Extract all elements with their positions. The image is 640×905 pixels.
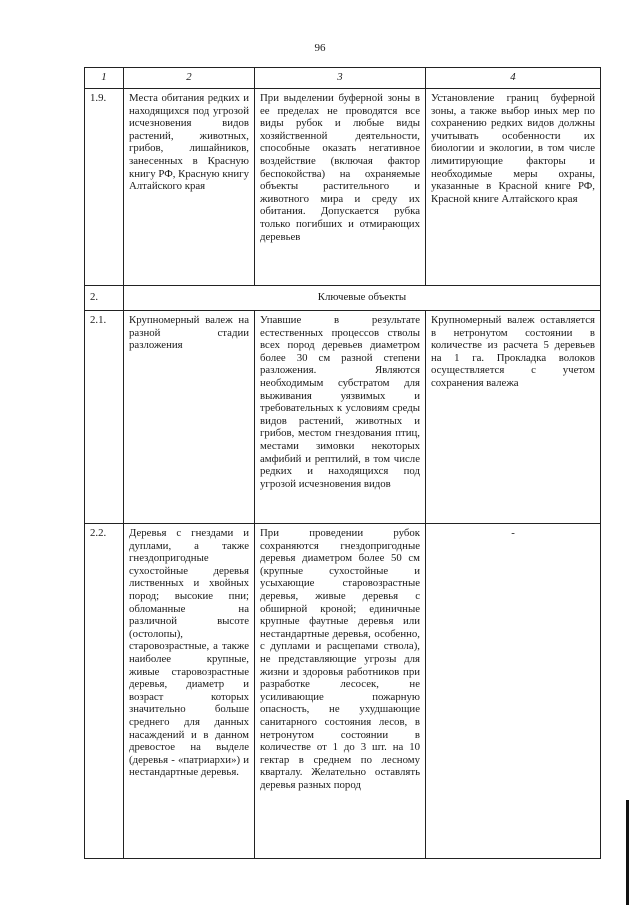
requirements-cell: При проведении рубок сохраняются гнездопригодные деревья диаметром более 50 см (крупные сухостойные и усыхающие старовозрастные деревья, живые деревья с обширной кроной; единичные крупные фаутные деревья или нестандартные деревья, особенно, с дуплами и расщепами ствола), не представляющие угрозы для жизни и здоровья работников при разработке лесосек, не усиливающие пожарную опасность, не ухудшающие санитарного состояния лесов, в нетронутом состоянии в количестве от 1 до 3 шт. на 10 гектар в среднем по лесному кварталу. Желательно оставлять деревья разных пород <box>255 524 426 859</box>
page-number: 96 <box>314 42 326 54</box>
empty-dash: - <box>511 527 515 539</box>
object-type-cell: Крупномерный валеж на разной стадии разложения <box>124 311 255 524</box>
section-number: 2. <box>85 286 124 311</box>
object-type-cell: Деревья с гнездами и дуплами, а также гнездопригодные сухостойные деревья лиственных и хвойных пород; высокие пни; обломанные на различной высоте (остолопы), старовозрастные, а также наиболее крупные, живые старовозрастные деревья, диаметр и возраст которых значительно больше среднего для данных насаждений и в данном древостое на выделе (деревья - «патриархи») и нестандартные деревья. <box>124 524 255 859</box>
document-table <box>84 67 601 859</box>
object-type-cell: Места обитания редких и находящихся под угрозой исчезновения видов растений, животных, грибов, лишайников, занесенных в Красную книгу РФ, Красную книгу Алтайского края <box>124 89 255 286</box>
requirements-cell: Упавшие в результате естественных процессов стволы всех пород деревьев диаметром более 30 см разной степени разложения. Являются необходимым субстратом для выживания уязвимых и требовательных к условиям среды видов растений, животных и грибов, местом гнездования птиц, местами зимовки некоторых амфибий и рептилий, в том числе редких и находящихся под угрозой исчезновения видов <box>255 311 426 524</box>
requirements-cell: При выделении буферной зоны в ее пределах не проводятся все виды рубок и любые виды хозяйственной деятельности, способные оказать негативное воздействие (включая фактор беспокойства) на охраняемые объекты растительного и животного мира и среду их обитания. Допускается рубка только погибших и отмирающих деревьев <box>255 89 426 286</box>
row-number: 2.2. <box>85 524 124 859</box>
scan-edge-line <box>626 800 629 905</box>
row-number: 1.9. <box>85 89 124 286</box>
table-header-row <box>85 68 601 89</box>
notes-cell: Крупномерный валеж оставляется в нетронутом состоянии в количестве из расчета 5 деревьев на 1 га. Прокладка волоков осуществляется с учетом сохранения валежа <box>426 311 601 524</box>
table-row <box>85 89 601 286</box>
notes-cell: Установление границ буферной зоны, а также выбор иных мер по сохранению редких видов должны учитывать особенности их биологии и экологии, в том числе лимитирующие факторы и необходимые меры охраны, указанные в Красной книге РФ, Красной книге Алтайского края <box>426 89 601 286</box>
table-row <box>85 524 601 859</box>
table-row <box>85 311 601 524</box>
section-row <box>85 286 601 311</box>
header-col-1: 1 <box>85 68 124 89</box>
header-col-4: 4 <box>426 68 601 89</box>
header-col-2: 2 <box>124 68 255 89</box>
section-title: Ключевые объекты <box>124 286 601 311</box>
header-col-3: 3 <box>255 68 426 89</box>
notes-cell <box>426 524 601 859</box>
row-number: 2.1. <box>85 311 124 524</box>
